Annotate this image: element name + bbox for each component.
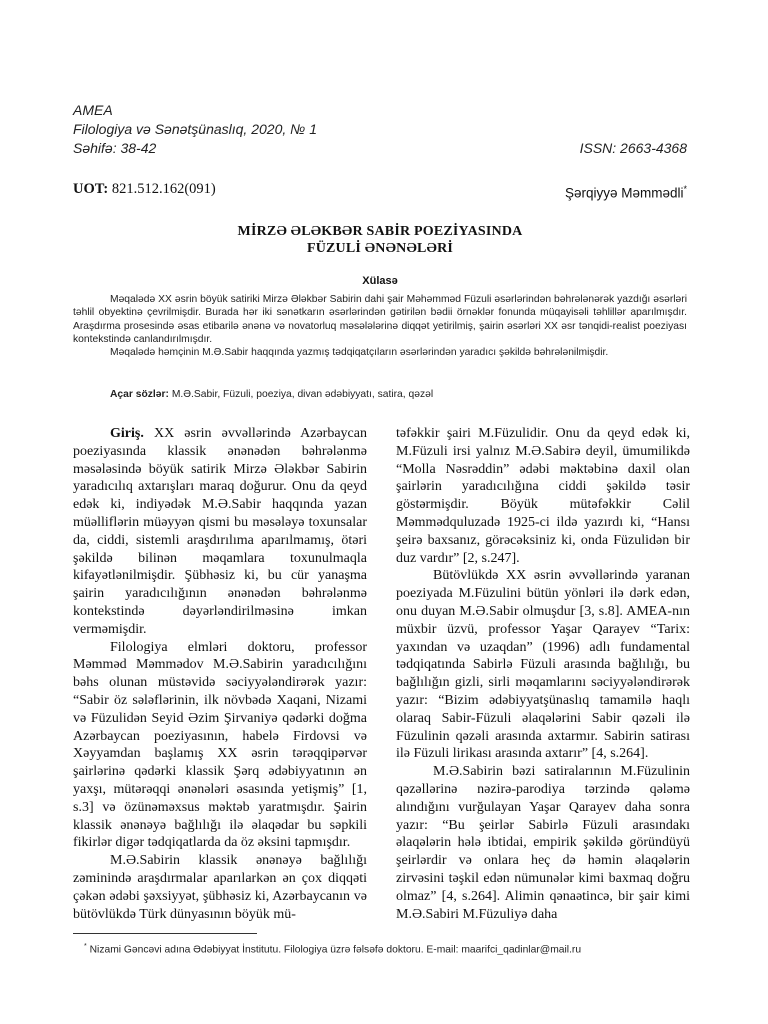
issn: ISSN: 2663-4368 [579, 140, 687, 156]
body-paragraph: təfəkkir şairi M.Füzulidir. Onu da qeyd edək ki, M.Füzuli irsi yalnız M.Ə.Sabirə deyil, ümumilikdə “Molla Nəsrəddin” ədəbi məktəbinə daxil olan şairlərin yaradıcılığına ciddi şəkildə təsir göstərmişdir. Böyük mütəfəkkir Cəlil Məmmədquluzadə 1925-ci ildə yazırdı ki, “Hansı şeirə baxsanız, görəcəksiniz ki, onda Füzulidən bir duz vardır” [2, s.247]. [396, 426, 690, 566]
keywords [110, 389, 687, 400]
journal-series: Filologiya və Sənətşünaslıq, 2020, № 1 [73, 121, 317, 137]
keywords-label: Açar sözlər: [110, 389, 169, 400]
author-footnote-mark: * [683, 184, 687, 194]
journal-name: AMEA [73, 102, 113, 118]
uot-label: UOT: [73, 181, 109, 197]
abstract-paragraph-2: Məqalədə həmçinin M.Ə.Sabir haqqında yazmış tədqiqatçıların əsərlərindən yaradıcı şəkildə bəhrələnilmişdir. [110, 347, 609, 359]
article-title [73, 223, 687, 257]
footnote [84, 943, 694, 955]
body-paragraph [73, 425, 367, 639]
intro-lead: Giriş. [110, 426, 144, 441]
left-column [73, 425, 367, 923]
footnote-divider [73, 933, 257, 934]
abstract-paragraph-1: Məqalədə XX əsrin böyük satiriki Mirzə Ələkbər Sabirin dahi şair Məhəmməd Füzuli əsərlərindən bəhrələnərək yazdığı əsərləri təhlil obyektinə çevrilmişdir. Burada hər iki sənətkarın əsərlərindən gətirilən bədii örnəklər fonunda müqayisəli təhlillər aparılmışdır. Araşdırma prosesində əsas etibarilə ənənə və novatorluq məsələlərinə diqqət yetirilmiş, şairin əsərləri XX əsr tənqidi-realist poeziyası kontekstində canlandırılmışdır. [73, 294, 687, 345]
body-paragraph: Filologiya elmləri doktoru, professor Məmməd Məmmədov M.Ə.Sabirin yaradıcılığını bəhs olunan müstəvidə səciyyələndirərək yazır: “Sabir öz sələflərinin, ilk növbədə Xaqani, Nizami və Füzulidən Seyid Əzim Şirvaniyə qədərki doğma Azərbaycan poeziyasının, habelə Firdovsi və Xəyyamdan başlamış XX əsrin tərəqqipərvər şairlərinə qədərki klassik Şərq ədəbiyyatının ən yaxşı, mütərəqqi ənənələri əsasında yetişmiş” [1, s.3] və özünəməxsus məktəb yaratmışdır. Şairin klassik ənənəyə bağlılığı ilə əlaqədar bu səpkili fikirlər digər tədqiqatlarda da öz əksini tapmışdır. [73, 639, 367, 851]
journal-header [73, 101, 687, 158]
intro-text: XX əsrin əvvəllərində Azərbaycan poeziyasında klassik ənənədən bəhrələnmə məsələsində böyük satirik Mirzə Ələkbər Sabirin yaradıcılıq axtarışları maraq doğurur. Onu da qeyd edək ki, indiyədək M.Ə.Sabir haqqında yazan müəlliflərin müəyyən qismi bu məsələyə toxunsalar da, ciddi, sistemli araşdırılıma aparılmamış, ötəri şəkildə bilinən məqamlara toxunulmaqla kifayətlənilmişdir. Şübhəsiz ki, bu cür yanaşma şairin yaradıcılığının ənənədən bəhrələnmə kontekstində dəyərləndirilməsinə imkan verməmişdir. [73, 426, 367, 637]
uot-author-row [73, 179, 687, 204]
author [565, 179, 687, 204]
right-column [396, 425, 690, 923]
title-line-1: MİRZƏ ƏLƏKBƏR SABİR POEZİYASINDA [237, 224, 523, 239]
pages-issn-row [73, 139, 687, 158]
body-paragraph: Bütövlükdə XX əsrin əvvəllərində yaranan poeziyada M.Füzulini bütün yönləri ilə dərk edən, onu duyan M.Ə.Sabir olmuşdur [3, s.8]. AMEA-nın müxbir üzvü, professor Yaşar Qarayev “Tarix: yaxından və uzaqdan” (1996) adlı fundamental tədqiqatında Sabirlə Füzuli arasında bağlılığı, bu bağlılığın gizli, sirli məqamlarını səciyyələndirərək yazır: “Bizim ədəbiyyatşünaslıq tamamilə haqlı olaraq Sabir-Füzuli əlaqələrini Sabir qəzəli ilə Füzulinin qəzəli arasında axtarmır. Sabirin satirası ilə Füzuli lirikası arasında axtarır” [4, s.264]. [396, 568, 690, 762]
body-paragraph: M.Ə.Sabirin bəzi satiralarının M.Füzulinin qəzəllərinə nəzirə-parodiya tərzində qələmə alındığını vurğulayan Yaşar Qarayev daha sonra yazır: “Bu şeirlər Sabirlə Füzuli arasındakı əlaqələrin hələ ibtidai, empirik şəkildə göründüyü şeirlərdir və onlara heç də həmin əlaqələrin zirvəsini təşkil edən nümunələr kimi baxmaq doğru olmaz” [4, s.264]. Alimin qənaətincə, bir şair kimi M.Ə.Sabiri M.Füzuliyə daha [396, 764, 690, 922]
footnote-text: Nizami Gəncəvi adına Ədəbiyyat İnstitutu. Filologiya üzrə fəlsəfə doktoru. E-mail: maarifci_qadinlar@mail.ru [86, 944, 582, 956]
abstract-heading: Xülasə [362, 275, 398, 287]
abstract [73, 293, 687, 359]
author-name: Şərqiyyə Məmmədli [564, 185, 684, 201]
uot-code: 821.512.162(091) [108, 181, 216, 197]
keywords-list: M.Ə.Sabir, Füzuli, poeziya, divan ədəbiyyatı, satira, qəzəl [168, 389, 434, 400]
footnote-mark: * [84, 943, 87, 950]
body-paragraph: M.Ə.Sabirin klassik ənənəyə bağlılığı zəminində araşdırmalar aparılarkən ən çox diqqəti çəkən ədəbi şəxsiyyət, şübhəsiz ki, Azərbaycanın və bütövlükdə Türk dünyasının böyük mü- [73, 853, 367, 922]
page-range: Səhifə: 38-42 [73, 140, 157, 156]
title-line-2: FÜZULİ ƏNƏNƏLƏRİ [306, 241, 454, 256]
uot [73, 179, 216, 204]
